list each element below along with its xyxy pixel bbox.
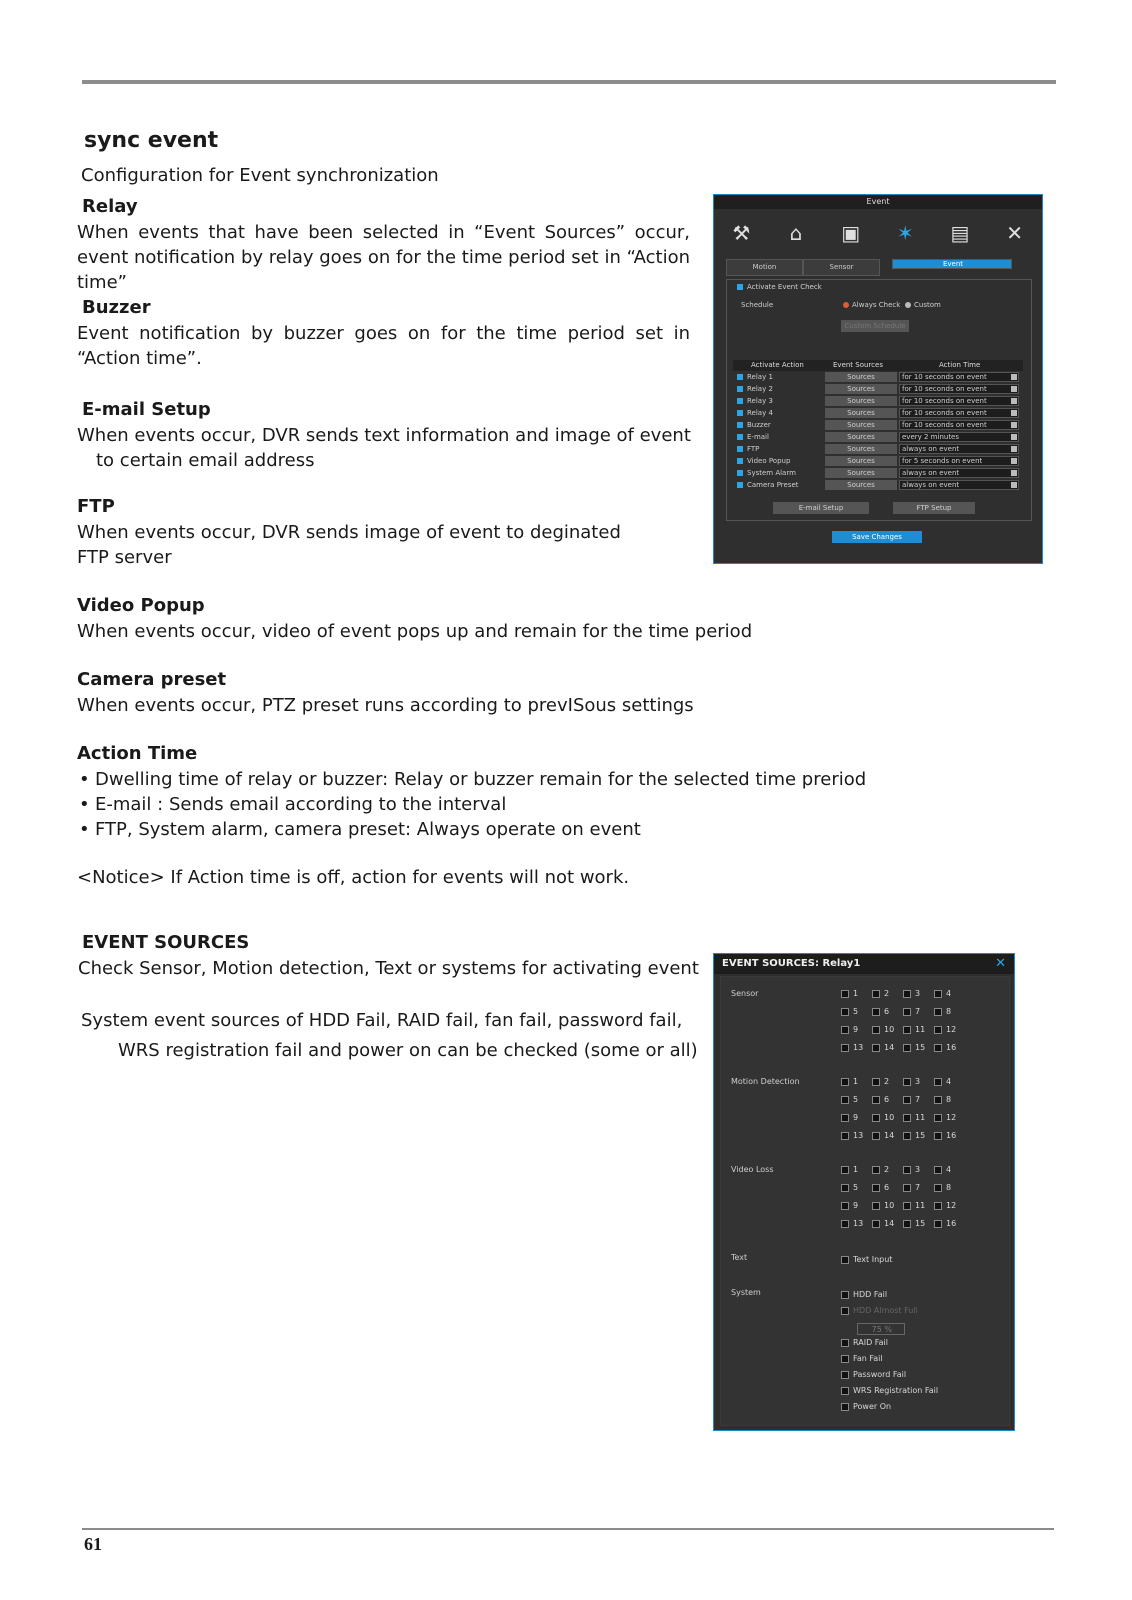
action-time-select[interactable]: always on event bbox=[899, 444, 1019, 454]
sensor-channel-checkbox[interactable]: 16 bbox=[934, 1043, 956, 1052]
system-source-checkbox[interactable]: Power On bbox=[841, 1402, 891, 1411]
action-time-select[interactable]: always on event bbox=[899, 480, 1019, 490]
email-setup-button[interactable]: E-mail Setup bbox=[773, 502, 869, 514]
action-time-list bbox=[77, 767, 866, 842]
video-loss-channel-checkbox[interactable]: 9 bbox=[841, 1201, 858, 1210]
sources-button[interactable]: Sources bbox=[825, 432, 897, 442]
system-source-checkbox[interactable]: Password Fail bbox=[841, 1370, 906, 1379]
sources-button[interactable]: Sources bbox=[825, 384, 897, 394]
video-loss-channel-checkbox[interactable]: 7 bbox=[903, 1183, 920, 1192]
sensor-channel-checkbox[interactable]: 5 bbox=[841, 1007, 858, 1016]
video-loss-channel-checkbox[interactable]: 5 bbox=[841, 1183, 858, 1192]
top-rule bbox=[82, 80, 1056, 84]
action-name[interactable]: Relay 2 bbox=[737, 384, 773, 395]
page-title: sync event bbox=[84, 128, 219, 153]
action-name[interactable]: System Alarm bbox=[737, 468, 796, 479]
action-name[interactable]: Relay 1 bbox=[737, 372, 773, 383]
relay-body: When events that have been selected in “Event Sources” occur, event notification by relay goes on for the time period set in “Action time” bbox=[77, 222, 690, 293]
action-row bbox=[733, 384, 1023, 395]
motion-channel-checkbox[interactable]: 6 bbox=[872, 1095, 889, 1104]
action-time-select[interactable]: for 5 seconds on event bbox=[899, 456, 1019, 466]
action-time-select[interactable]: always on event bbox=[899, 468, 1019, 478]
sensor-label: Sensor bbox=[731, 989, 759, 998]
video-loss-channel-checkbox[interactable]: 6 bbox=[872, 1183, 889, 1192]
sensor-channel-checkbox[interactable]: 1 bbox=[841, 989, 858, 998]
event-toolbar bbox=[714, 213, 1042, 253]
event-dialog-title: Event bbox=[714, 195, 1042, 209]
storage-icon[interactable]: ▤ bbox=[950, 221, 970, 245]
close-icon[interactable]: ✕ bbox=[995, 956, 1006, 971]
sources-button[interactable]: Sources bbox=[825, 444, 897, 454]
action-time-heading: Action Time bbox=[77, 743, 198, 764]
motion-channel-checkbox[interactable]: 9 bbox=[841, 1113, 858, 1122]
action-row bbox=[733, 372, 1023, 383]
header-action-time: Action Time bbox=[939, 361, 981, 369]
sensor-channel-checkbox[interactable]: 8 bbox=[934, 1007, 951, 1016]
motion-channel-checkbox[interactable]: 4 bbox=[934, 1077, 951, 1086]
page-subtitle: Configuration for Event synchronization bbox=[81, 165, 439, 186]
action-time-select[interactable]: every 2 minutes bbox=[899, 432, 1019, 442]
action-row bbox=[733, 432, 1023, 443]
hdd-percent-stepper[interactable]: 75 % bbox=[857, 1323, 905, 1335]
video-loss-channel-checkbox[interactable]: 15 bbox=[903, 1219, 925, 1228]
motion-channel-checkbox[interactable]: 11 bbox=[903, 1113, 925, 1122]
bottom-rule bbox=[82, 1528, 1054, 1530]
video-loss-channel-checkbox[interactable]: 2 bbox=[872, 1165, 889, 1174]
motion-channel-checkbox[interactable]: 1 bbox=[841, 1077, 858, 1086]
action-time-select[interactable]: for 10 seconds on event bbox=[899, 372, 1019, 382]
action-time-bullet: • E-mail : Sends email according to the interval bbox=[77, 792, 866, 817]
sources-button[interactable]: Sources bbox=[825, 396, 897, 406]
sensor-channel-checkbox[interactable]: 10 bbox=[872, 1025, 894, 1034]
action-row bbox=[733, 456, 1023, 467]
chevron-down-icon bbox=[1011, 458, 1017, 464]
event-sources-body: Check Sensor, Motion detection, Text or systems for activating event bbox=[78, 958, 699, 979]
sensor-channel-checkbox[interactable]: 7 bbox=[903, 1007, 920, 1016]
motion-channel-checkbox[interactable]: 12 bbox=[934, 1113, 956, 1122]
ftp-setup-button[interactable]: FTP Setup bbox=[893, 502, 975, 514]
header-activate-action: Activate Action bbox=[751, 361, 804, 369]
video-loss-channel-checkbox[interactable]: 10 bbox=[872, 1201, 894, 1210]
sensor-channel-checkbox[interactable]: 15 bbox=[903, 1043, 925, 1052]
system-sources-line1: System event sources of HDD Fail, RAID fail, fan fail, password fail, bbox=[81, 1010, 683, 1031]
motion-channel-checkbox[interactable]: 16 bbox=[934, 1131, 956, 1140]
motion-channel-checkbox[interactable]: 2 bbox=[872, 1077, 889, 1086]
video-loss-channel-checkbox[interactable]: 3 bbox=[903, 1165, 920, 1174]
camera-preset-body: When events occur, PTZ preset runs according to prevISous settings bbox=[77, 695, 694, 716]
chevron-down-icon bbox=[1011, 422, 1017, 428]
system-source-checkbox[interactable]: HDD Almost Full bbox=[841, 1306, 918, 1315]
action-name[interactable]: FTP bbox=[737, 444, 759, 455]
motion-channel-checkbox[interactable]: 7 bbox=[903, 1095, 920, 1104]
action-time-bullet: • FTP, System alarm, camera preset: Always operate on event bbox=[77, 817, 866, 842]
wrench-icon[interactable]: ⚒ bbox=[732, 221, 751, 245]
video-loss-channel-checkbox[interactable]: 4 bbox=[934, 1165, 951, 1174]
action-row bbox=[733, 408, 1023, 419]
sources-button[interactable]: Sources bbox=[825, 420, 897, 430]
ftp-body: When events occur, DVR sends image of event to deginated FTP server bbox=[77, 522, 621, 568]
video-popup-body: When events occur, video of event pops up and remain for the time period bbox=[77, 621, 753, 642]
action-row bbox=[733, 468, 1023, 479]
motion-label: Motion Detection bbox=[731, 1077, 800, 1086]
motion-channel-checkbox[interactable]: 10 bbox=[872, 1113, 894, 1122]
sensor-channel-checkbox[interactable]: 11 bbox=[903, 1025, 925, 1034]
camera-preset-heading: Camera preset bbox=[77, 669, 227, 690]
sources-button[interactable]: Sources bbox=[825, 468, 897, 478]
video-loss-channel-checkbox[interactable]: 8 bbox=[934, 1183, 951, 1192]
sensor-channel-checkbox[interactable]: 9 bbox=[841, 1025, 858, 1034]
notice-text: <Notice> If Action time is off, action for events will not work. bbox=[77, 867, 630, 888]
sensor-channel-checkbox[interactable]: 4 bbox=[934, 989, 951, 998]
motion-channel-checkbox[interactable]: 5 bbox=[841, 1095, 858, 1104]
chevron-down-icon bbox=[1011, 482, 1017, 488]
ftp-heading: FTP bbox=[77, 496, 115, 517]
network-icon[interactable]: ⌂ bbox=[789, 221, 803, 245]
sources-button[interactable]: Sources bbox=[825, 408, 897, 418]
custom-schedule-button[interactable]: Custom Schedule bbox=[841, 320, 909, 332]
event-dialog bbox=[713, 194, 1043, 564]
action-table-header bbox=[733, 360, 1023, 371]
motion-channel-checkbox[interactable]: 13 bbox=[841, 1131, 863, 1140]
video-loss-channel-checkbox[interactable]: 12 bbox=[934, 1201, 956, 1210]
action-time-select[interactable]: for 10 seconds on event bbox=[899, 396, 1019, 406]
action-name[interactable]: Relay 4 bbox=[737, 408, 773, 419]
video-loss-channel-checkbox[interactable]: 16 bbox=[934, 1219, 956, 1228]
action-row bbox=[733, 396, 1023, 407]
event-tabs bbox=[726, 259, 964, 276]
sensor-channel-checkbox[interactable]: 14 bbox=[872, 1043, 894, 1052]
system-source-checkbox[interactable]: HDD Fail bbox=[841, 1290, 887, 1299]
action-name[interactable]: Buzzer bbox=[737, 420, 771, 431]
action-time-select[interactable]: for 10 seconds on event bbox=[899, 420, 1019, 430]
action-time-select[interactable]: for 10 seconds on event bbox=[899, 408, 1019, 418]
event-sources-dialog bbox=[713, 953, 1015, 1431]
sources-button[interactable]: Sources bbox=[825, 372, 897, 382]
event-sources-heading: EVENT SOURCES bbox=[82, 932, 250, 953]
video-loss-channel-checkbox[interactable]: 11 bbox=[903, 1201, 925, 1210]
event-panel bbox=[726, 279, 1032, 521]
email-heading: E-mail Setup bbox=[82, 399, 211, 420]
buzzer-heading: Buzzer bbox=[82, 297, 151, 318]
action-row bbox=[733, 480, 1023, 491]
system-sources-line2: WRS registration fail and power on can be checked (some or all) bbox=[118, 1040, 698, 1061]
action-row bbox=[733, 420, 1023, 431]
close-icon[interactable]: ✕ bbox=[1006, 221, 1023, 245]
action-name[interactable]: E-mail bbox=[737, 432, 769, 443]
action-row bbox=[733, 444, 1023, 455]
action-name[interactable]: Camera Preset bbox=[737, 480, 799, 491]
email-body-line2: to certain email address bbox=[96, 450, 315, 471]
chevron-down-icon bbox=[1011, 410, 1017, 416]
tab-event[interactable]: Event bbox=[892, 259, 1012, 269]
action-name[interactable]: Video Popup bbox=[737, 456, 790, 467]
video-loss-channel-checkbox[interactable]: 13 bbox=[841, 1219, 863, 1228]
system-source-checkbox[interactable]: RAID Fail bbox=[841, 1338, 888, 1347]
camera-icon[interactable]: ▣ bbox=[841, 221, 861, 245]
chevron-down-icon bbox=[1011, 446, 1017, 452]
action-time-select[interactable]: for 10 seconds on event bbox=[899, 384, 1019, 394]
system-source-checkbox[interactable]: WRS Registration Fail bbox=[841, 1386, 938, 1395]
motion-channel-checkbox[interactable]: 3 bbox=[903, 1077, 920, 1086]
event-sources-panel bbox=[720, 976, 1010, 1426]
system-label: System bbox=[731, 1288, 761, 1297]
tab-sensor[interactable]: Sensor bbox=[803, 259, 880, 276]
custom-radio[interactable]: Custom bbox=[905, 300, 941, 311]
page-number: 61 bbox=[84, 1534, 102, 1554]
activate-checkbox[interactable] bbox=[737, 284, 743, 290]
system-source-checkbox[interactable]: Fan Fail bbox=[841, 1354, 883, 1363]
save-changes-button[interactable]: Save Changes bbox=[832, 531, 922, 543]
video-popup-heading: Video Popup bbox=[77, 595, 205, 616]
chevron-down-icon bbox=[1011, 374, 1017, 380]
chevron-down-icon bbox=[1011, 386, 1017, 392]
sensor-channel-checkbox[interactable]: 3 bbox=[903, 989, 920, 998]
motion-channel-checkbox[interactable]: 15 bbox=[903, 1131, 925, 1140]
action-name[interactable]: Relay 3 bbox=[737, 396, 773, 407]
sensor-channel-checkbox[interactable]: 6 bbox=[872, 1007, 889, 1016]
always-check-radio[interactable]: Always Check bbox=[843, 300, 900, 311]
chevron-down-icon bbox=[1011, 398, 1017, 404]
relay-heading: Relay bbox=[82, 196, 138, 217]
header-event-sources: Event Sources bbox=[833, 361, 883, 369]
tab-motion[interactable]: Motion bbox=[726, 259, 803, 276]
sources-button[interactable]: Sources bbox=[825, 456, 897, 466]
event-sources-title: EVENT SOURCES: Relay1 bbox=[714, 954, 1014, 974]
chevron-down-icon bbox=[1011, 434, 1017, 440]
action-time-bullet: • Dwelling time of relay or buzzer: Relay or buzzer remain for the selected time preriod bbox=[77, 767, 866, 792]
event-alarm-icon[interactable]: ✶ bbox=[896, 221, 914, 245]
schedule-label: Schedule bbox=[741, 301, 774, 309]
video-loss-label: Video Loss bbox=[731, 1165, 774, 1174]
text-input-checkbox[interactable]: Text Input bbox=[841, 1255, 892, 1264]
buzzer-body: Event notification by buzzer goes on for the time period set in “Action time”. bbox=[77, 323, 690, 369]
activate-label: Activate Event Check bbox=[747, 283, 822, 291]
activate-check-row[interactable] bbox=[733, 282, 1023, 293]
sensor-channel-checkbox[interactable]: 2 bbox=[872, 989, 889, 998]
schedule-row bbox=[733, 300, 1023, 311]
video-loss-channel-checkbox[interactable]: 1 bbox=[841, 1165, 858, 1174]
email-body-line1: When events occur, DVR sends text information and image of event bbox=[77, 425, 691, 446]
sensor-channel-checkbox[interactable]: 12 bbox=[934, 1025, 956, 1034]
motion-channel-checkbox[interactable]: 8 bbox=[934, 1095, 951, 1104]
motion-channel-checkbox[interactable]: 14 bbox=[872, 1131, 894, 1140]
video-loss-channel-checkbox[interactable]: 14 bbox=[872, 1219, 894, 1228]
sources-button[interactable]: Sources bbox=[825, 480, 897, 490]
text-label: Text bbox=[731, 1253, 748, 1262]
chevron-down-icon bbox=[1011, 470, 1017, 476]
sensor-channel-checkbox[interactable]: 13 bbox=[841, 1043, 863, 1052]
